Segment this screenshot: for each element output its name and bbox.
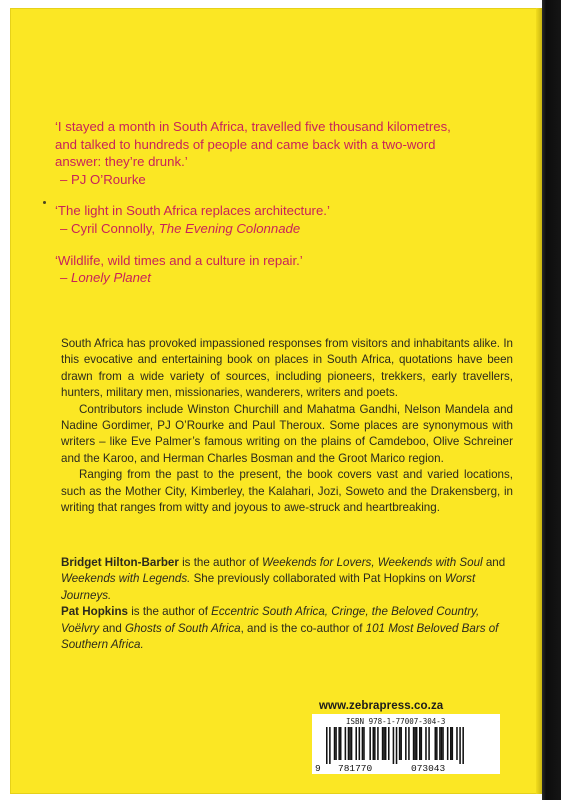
barcode-bar — [442, 727, 444, 760]
barcode-bar — [425, 727, 427, 760]
barcode-bar — [373, 727, 375, 760]
barcode-bar — [355, 727, 357, 760]
barcode-bar — [447, 727, 449, 760]
quote-attribution — [60, 171, 515, 189]
bio-text: is the author of — [178, 556, 263, 569]
quote-3 — [55, 252, 515, 287]
book-title: Worst Journeys. — [61, 572, 476, 602]
barcode-bar — [462, 727, 464, 764]
barcode-bar — [326, 727, 328, 764]
quote-1 — [55, 118, 515, 188]
background-shadow — [542, 0, 561, 800]
description-paragraph-2: Contributors include Winston Churchill and Mahatma Gandhi, Nelson Mandela and Nadine Gordimer, PJ O’Rourke and Paul Theroux. Some places are synonymous with writers – like Eve Palmer’s famous writing on the plains of Camdeboo, Olive Schreiner and the Karoo, and Herman Charles Bosman and the Groot Marico region. — [61, 402, 513, 465]
print-speck — [43, 201, 46, 204]
barcode-bar — [363, 727, 365, 760]
barcode-bar — [388, 727, 390, 760]
barcode-bar — [383, 727, 385, 760]
quote-2 — [55, 202, 515, 237]
quote-attribution — [60, 220, 515, 238]
quote-attribution — [60, 269, 515, 287]
barcode-bar — [414, 727, 416, 760]
barcode-bar — [335, 727, 337, 760]
isbn-barcode — [312, 714, 500, 774]
barcode-digit-first: 9 — [315, 763, 321, 774]
barcode-bar — [374, 727, 376, 760]
barcode-bar — [441, 727, 443, 760]
barcode-bars — [326, 727, 464, 764]
barcode-bar — [436, 727, 438, 760]
publisher-website: www.zebrapress.co.za — [319, 700, 444, 712]
quote-author: – Lonely Planet — [60, 270, 151, 286]
barcode-bar — [450, 727, 452, 760]
barcode-bar — [377, 727, 379, 760]
barcode-bar — [329, 727, 331, 764]
barcode-bar — [340, 727, 342, 760]
bio-text: , and is the co-author of — [240, 621, 366, 635]
book-title: Weekends with Legends. — [61, 572, 191, 586]
book-title: Weekends for Lovers, Weekends with Soul — [262, 556, 483, 569]
quote-work-title: The Evening Colonnade — [158, 220, 301, 236]
barcode-bar — [338, 727, 340, 760]
barcode-bar — [351, 727, 353, 760]
barcode-bar — [385, 727, 387, 760]
isbn-label: ISBN 978-1-77007-304-3 — [346, 717, 446, 726]
barcode-digits-left: 781770 — [338, 763, 373, 774]
barcode-bar — [348, 727, 350, 760]
review-quotes — [55, 118, 515, 301]
author-bios — [61, 555, 513, 653]
barcode-bar — [400, 727, 402, 760]
barcode-bar — [459, 727, 461, 764]
barcode-bar — [413, 727, 415, 760]
barcode-bar — [359, 727, 361, 760]
barcode-bar — [439, 727, 441, 760]
bio-text: She previously collaborated with Pat Hopkins on — [190, 572, 445, 586]
barcode-bar — [419, 727, 421, 760]
bio-text: and — [99, 621, 126, 635]
bio-text: and — [482, 556, 506, 569]
book-title: 101 Most Beloved Bars of Southern Africa. — [61, 621, 499, 652]
quote-text: ‘The light in South Africa replaces architecture.’ — [55, 203, 330, 219]
quote-text: ‘I stayed a month in South Africa, travelled five thousand kilometres, and talked to hundreds of people and came back with a two-word answer: they’re drunk.’ — [55, 119, 451, 170]
book-title: Eccentric South Africa, Cringe, the Beloved Country, Voëlvry — [61, 605, 480, 635]
description-paragraph-3: Ranging from the past to the present, the book covers vast and varied locations, such as the Mother City, Kimberley, the Kalahari, Jozi, Soweto and the Drakensberg, in writing that ranges from witty and joyous to awe-struck and heartbreaking. — [61, 468, 513, 515]
barcode-bar — [399, 727, 401, 760]
barcode-digits-right: 073043 — [411, 763, 446, 774]
barcode-bar — [396, 727, 398, 764]
barcode-bar — [349, 727, 351, 760]
barcode-bar — [369, 727, 371, 760]
quote-author: – Cyril Connolly, — [60, 220, 159, 236]
barcode-bar — [452, 727, 454, 760]
barcode-bar — [428, 727, 430, 760]
barcode-bar — [456, 727, 458, 760]
quote-author: – PJ O’Rourke — [60, 171, 146, 187]
book-title: Ghosts of South Africa — [125, 621, 241, 635]
barcode-bar — [382, 727, 384, 760]
barcode-bar — [345, 727, 347, 760]
barcode-bar — [362, 727, 364, 760]
barcode-bar — [405, 727, 407, 760]
barcode-bar — [334, 727, 336, 760]
barcode-bar — [393, 727, 395, 764]
barcode-bar — [421, 727, 423, 760]
bio-text: is the author of — [128, 605, 212, 619]
barcode-bar — [435, 727, 437, 760]
description-paragraph-1: South Africa has provoked impassioned responses from visitors and inhabitants alike. In this evocative and entertaining book on places in South Africa, quotations have been drawn from a wide variety of sources, including pioneers, trekkers, early travellers, hunters, military men, missionaries, wanderers, writers and poets. — [61, 337, 513, 400]
author-name: Pat Hopkins — [61, 605, 128, 619]
author-bio-2 — [61, 604, 513, 653]
barcode-bar — [408, 727, 410, 760]
author-name: Bridget Hilton-Barber — [61, 556, 179, 569]
book-description — [61, 336, 513, 516]
quote-text: ‘Wildlife, wild times and a culture in repair.’ — [55, 252, 303, 268]
author-bio-1 — [61, 555, 513, 604]
barcode-bar — [416, 727, 418, 760]
